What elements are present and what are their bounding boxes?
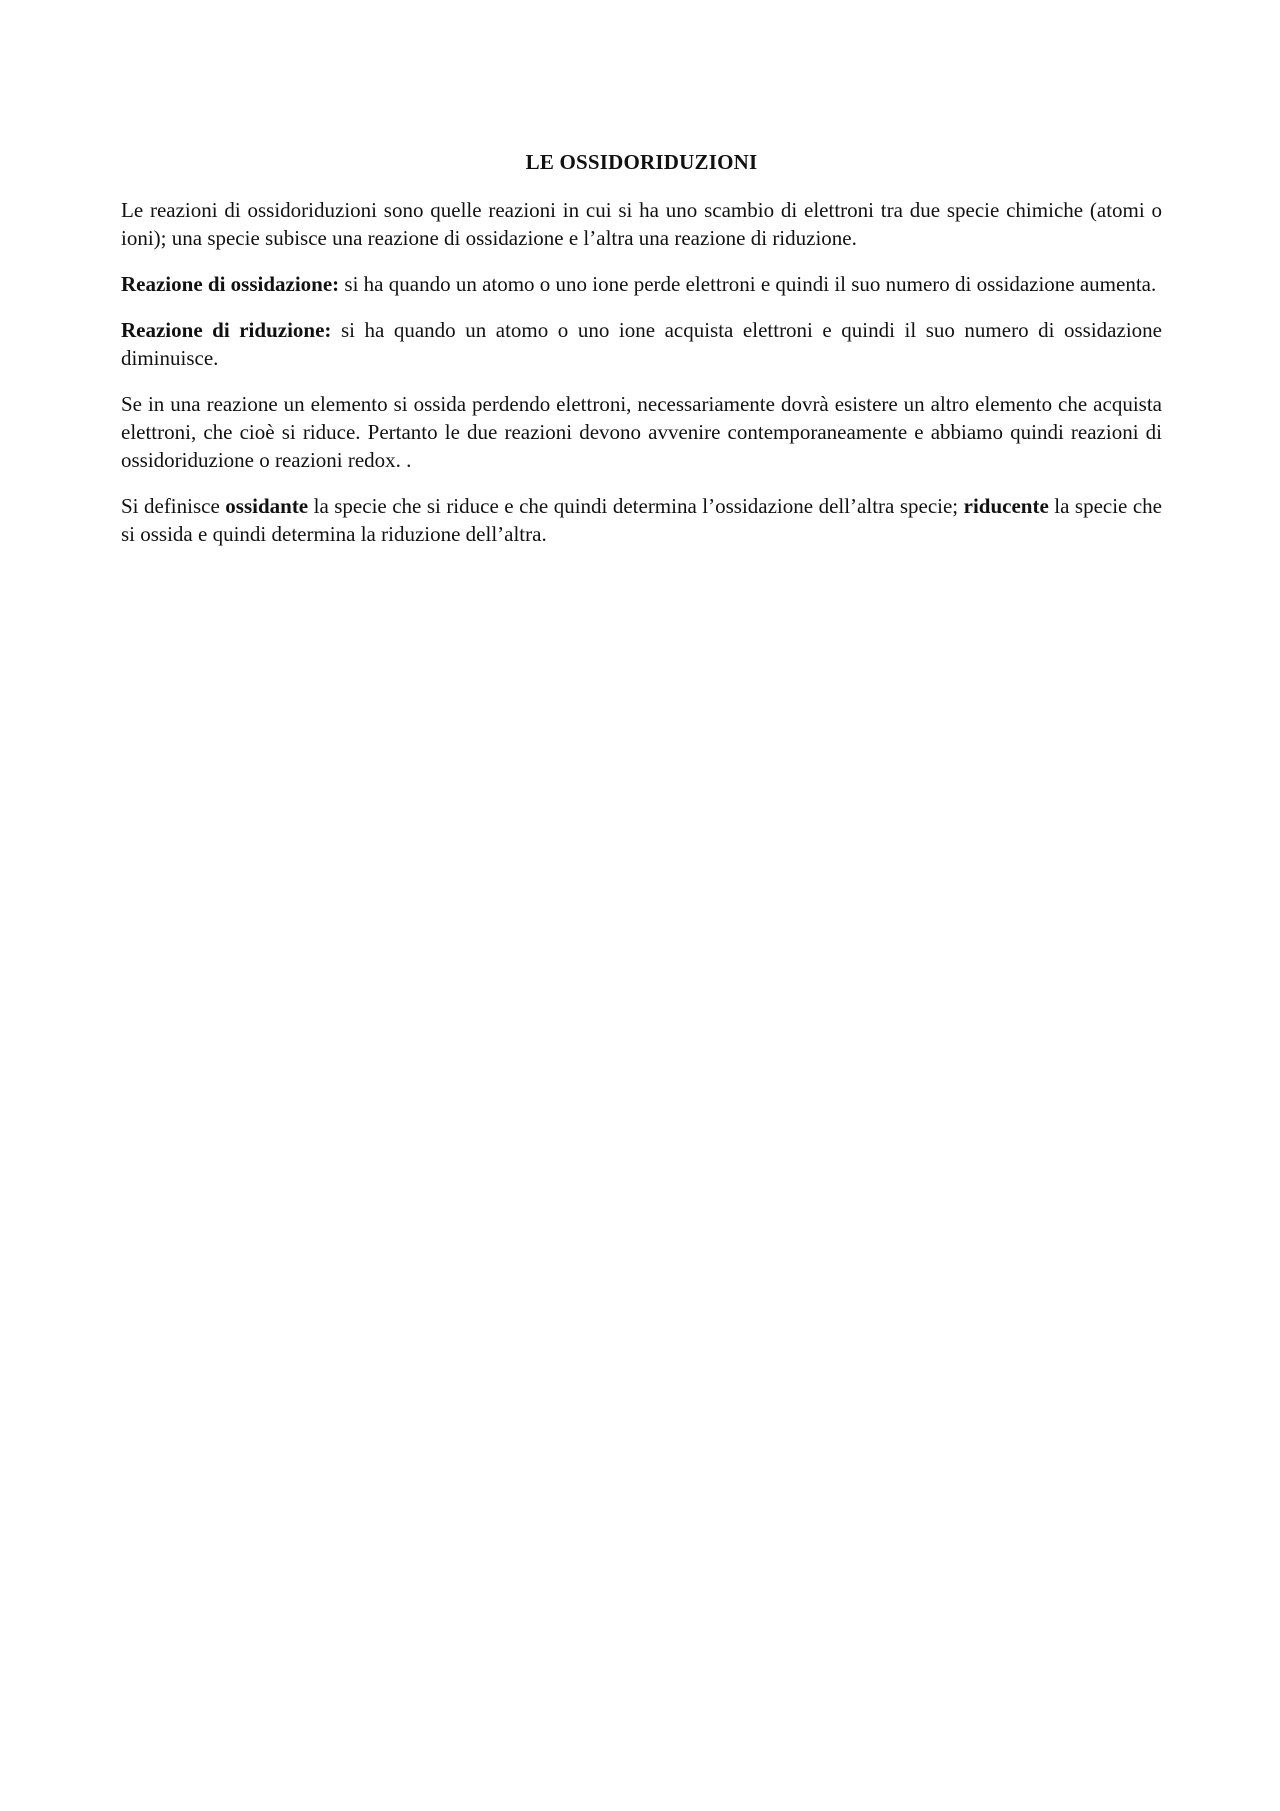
redox-paragraph: Se in una reazione un elemento si ossida perdendo elettroni, necessariamente dovrà esistere un altro elemento che acquista elettroni, che cioè si riduce. Pertanto le due reazioni devono avvenire contemporaneamente e abbiamo quindi reazioni di ossidoriduzione o reazioni redox. . (121, 392, 1162, 472)
document-title: LE OSSIDORIDUZIONI (525, 150, 758, 174)
reduction-text: si ha quando un atomo o uno ione acquista elettroni e quindi il suo numero di ossidazione diminuisce. (121, 318, 1162, 370)
reductant-text: la specie che si ossida e quindi determina la riduzione dell’altra. (121, 494, 1162, 546)
document-content (121, 148, 1162, 566)
definitions-prefix: Si definisce (121, 494, 226, 518)
reduction-term: Reazione di riduzione: (121, 318, 332, 342)
oxidation-term: Reazione di ossidazione: (121, 272, 340, 296)
oxidant-text: la specie che si riduce e che quindi determina l’ossidazione dell’altra specie; (308, 494, 964, 518)
reductant-term: riducente (963, 494, 1049, 518)
oxidant-term: ossidante (225, 494, 309, 518)
oxidation-text: si ha quando un atomo o uno ione perde elettroni e quindi il suo numero di ossidazione aumenta. (339, 272, 1157, 296)
intro-paragraph: Le reazioni di ossidoriduzioni sono quelle reazioni in cui si ha uno scambio di elettroni tra due specie chimiche (atomi o ioni); una specie subisce una reazione di ossidazione e l’altra una reazione di riduzione. (121, 198, 1162, 250)
oxidation-paragraph (121, 270, 1162, 298)
reduction-paragraph (121, 316, 1162, 372)
definitions-paragraph (121, 492, 1162, 548)
